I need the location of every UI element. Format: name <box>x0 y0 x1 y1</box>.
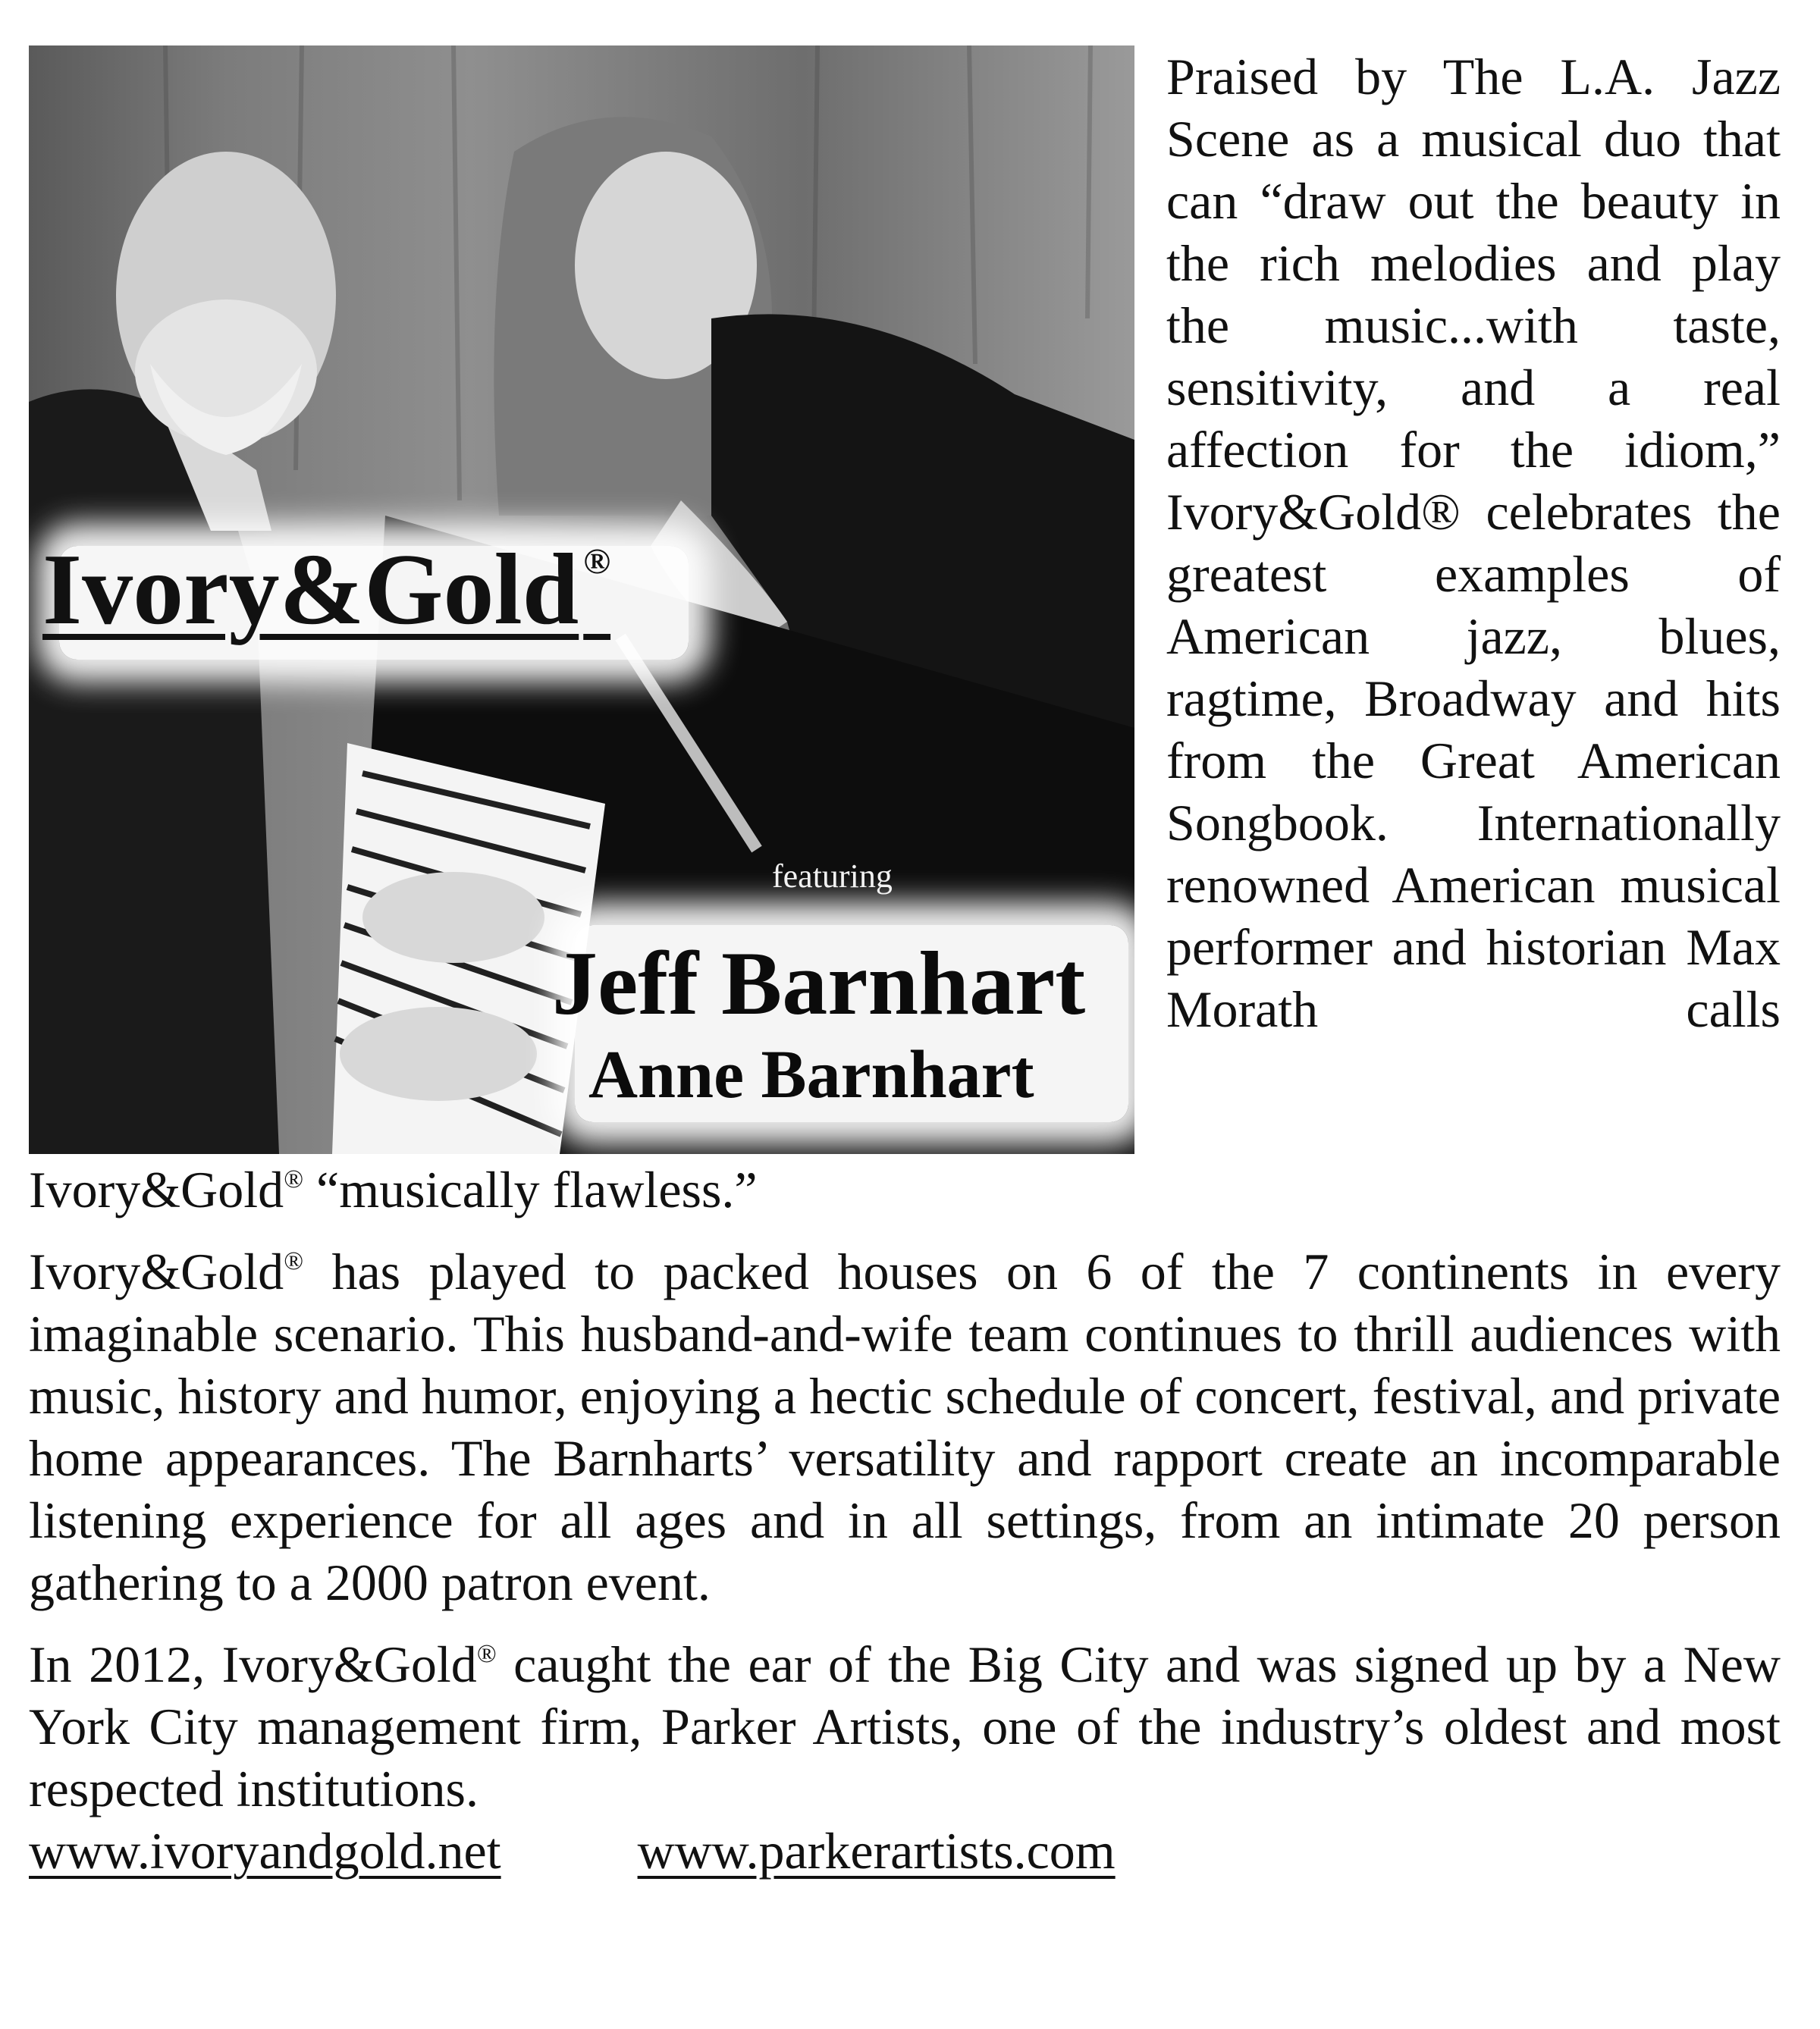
website-links <box>29 1820 1781 1882</box>
parkerartists-link[interactable]: www.parkerartists.com <box>637 1822 1116 1880</box>
brand-inline: Ivory&Gold <box>29 1161 284 1218</box>
registered-mark: ® <box>284 1247 304 1275</box>
performer-name-anne: Anne Barnhart <box>588 1037 1034 1112</box>
duo-photo <box>29 45 1134 1154</box>
brand-logo-text: Ivory&Gold <box>42 533 579 645</box>
intro-paragraph: Praised by The L.A. Jazz Scene as a musical duo that can “draw out the beauty in the rich melodies and play the music...with taste, sensitivity, and a real affection for the idiom,” Ivory&Gold® celebrates the greatest examples of American jazz, blues, ragtime, Broadway and hits from the Great American Songbook. Internationally renowned American musical performer and historian Max Morath calls <box>1166 48 1781 1038</box>
performance-text: has played to packed houses on 6 of the 7 continents in every imaginable scenario. This husband-and-wife team continues to thrill audiences with music, history and humor, enjoying a hectic schedule of concert, festival, and private home appearances. The Barnharts’ versatility and rapport create an incomparable listening experience for all ages and in all settings, from an intimate 20 person gathering to a 2000 patron event. <box>29 1243 1781 1611</box>
ivoryandgold-link[interactable]: www.ivoryandgold.net <box>29 1822 501 1880</box>
featuring-label: featuring <box>772 858 893 895</box>
registered-mark: ® <box>476 1640 497 1668</box>
press-sheet <box>29 45 1781 1882</box>
performance-paragraph <box>29 1240 1781 1613</box>
brand-inline: Ivory&Gold <box>221 1635 477 1693</box>
quote-text: “musically flawless.” <box>303 1161 758 1218</box>
registered-mark: ® <box>583 541 611 582</box>
performer-name-jeff: Jeff Barnhart <box>552 933 1086 1033</box>
registered-mark: ® <box>284 1165 304 1193</box>
management-paragraph <box>29 1633 1781 1820</box>
management-text: caught the ear of the Big City and was signed up by a New York City management firm, Parker Artists, one of the industry’s oldest and most respected institutions. <box>29 1635 1781 1817</box>
intro-paragraph-tail <box>29 1159 1781 1221</box>
brand-logo <box>42 531 610 648</box>
management-lead: In 2012, <box>29 1635 222 1693</box>
brand-inline: Ivory&Gold <box>29 1243 284 1300</box>
